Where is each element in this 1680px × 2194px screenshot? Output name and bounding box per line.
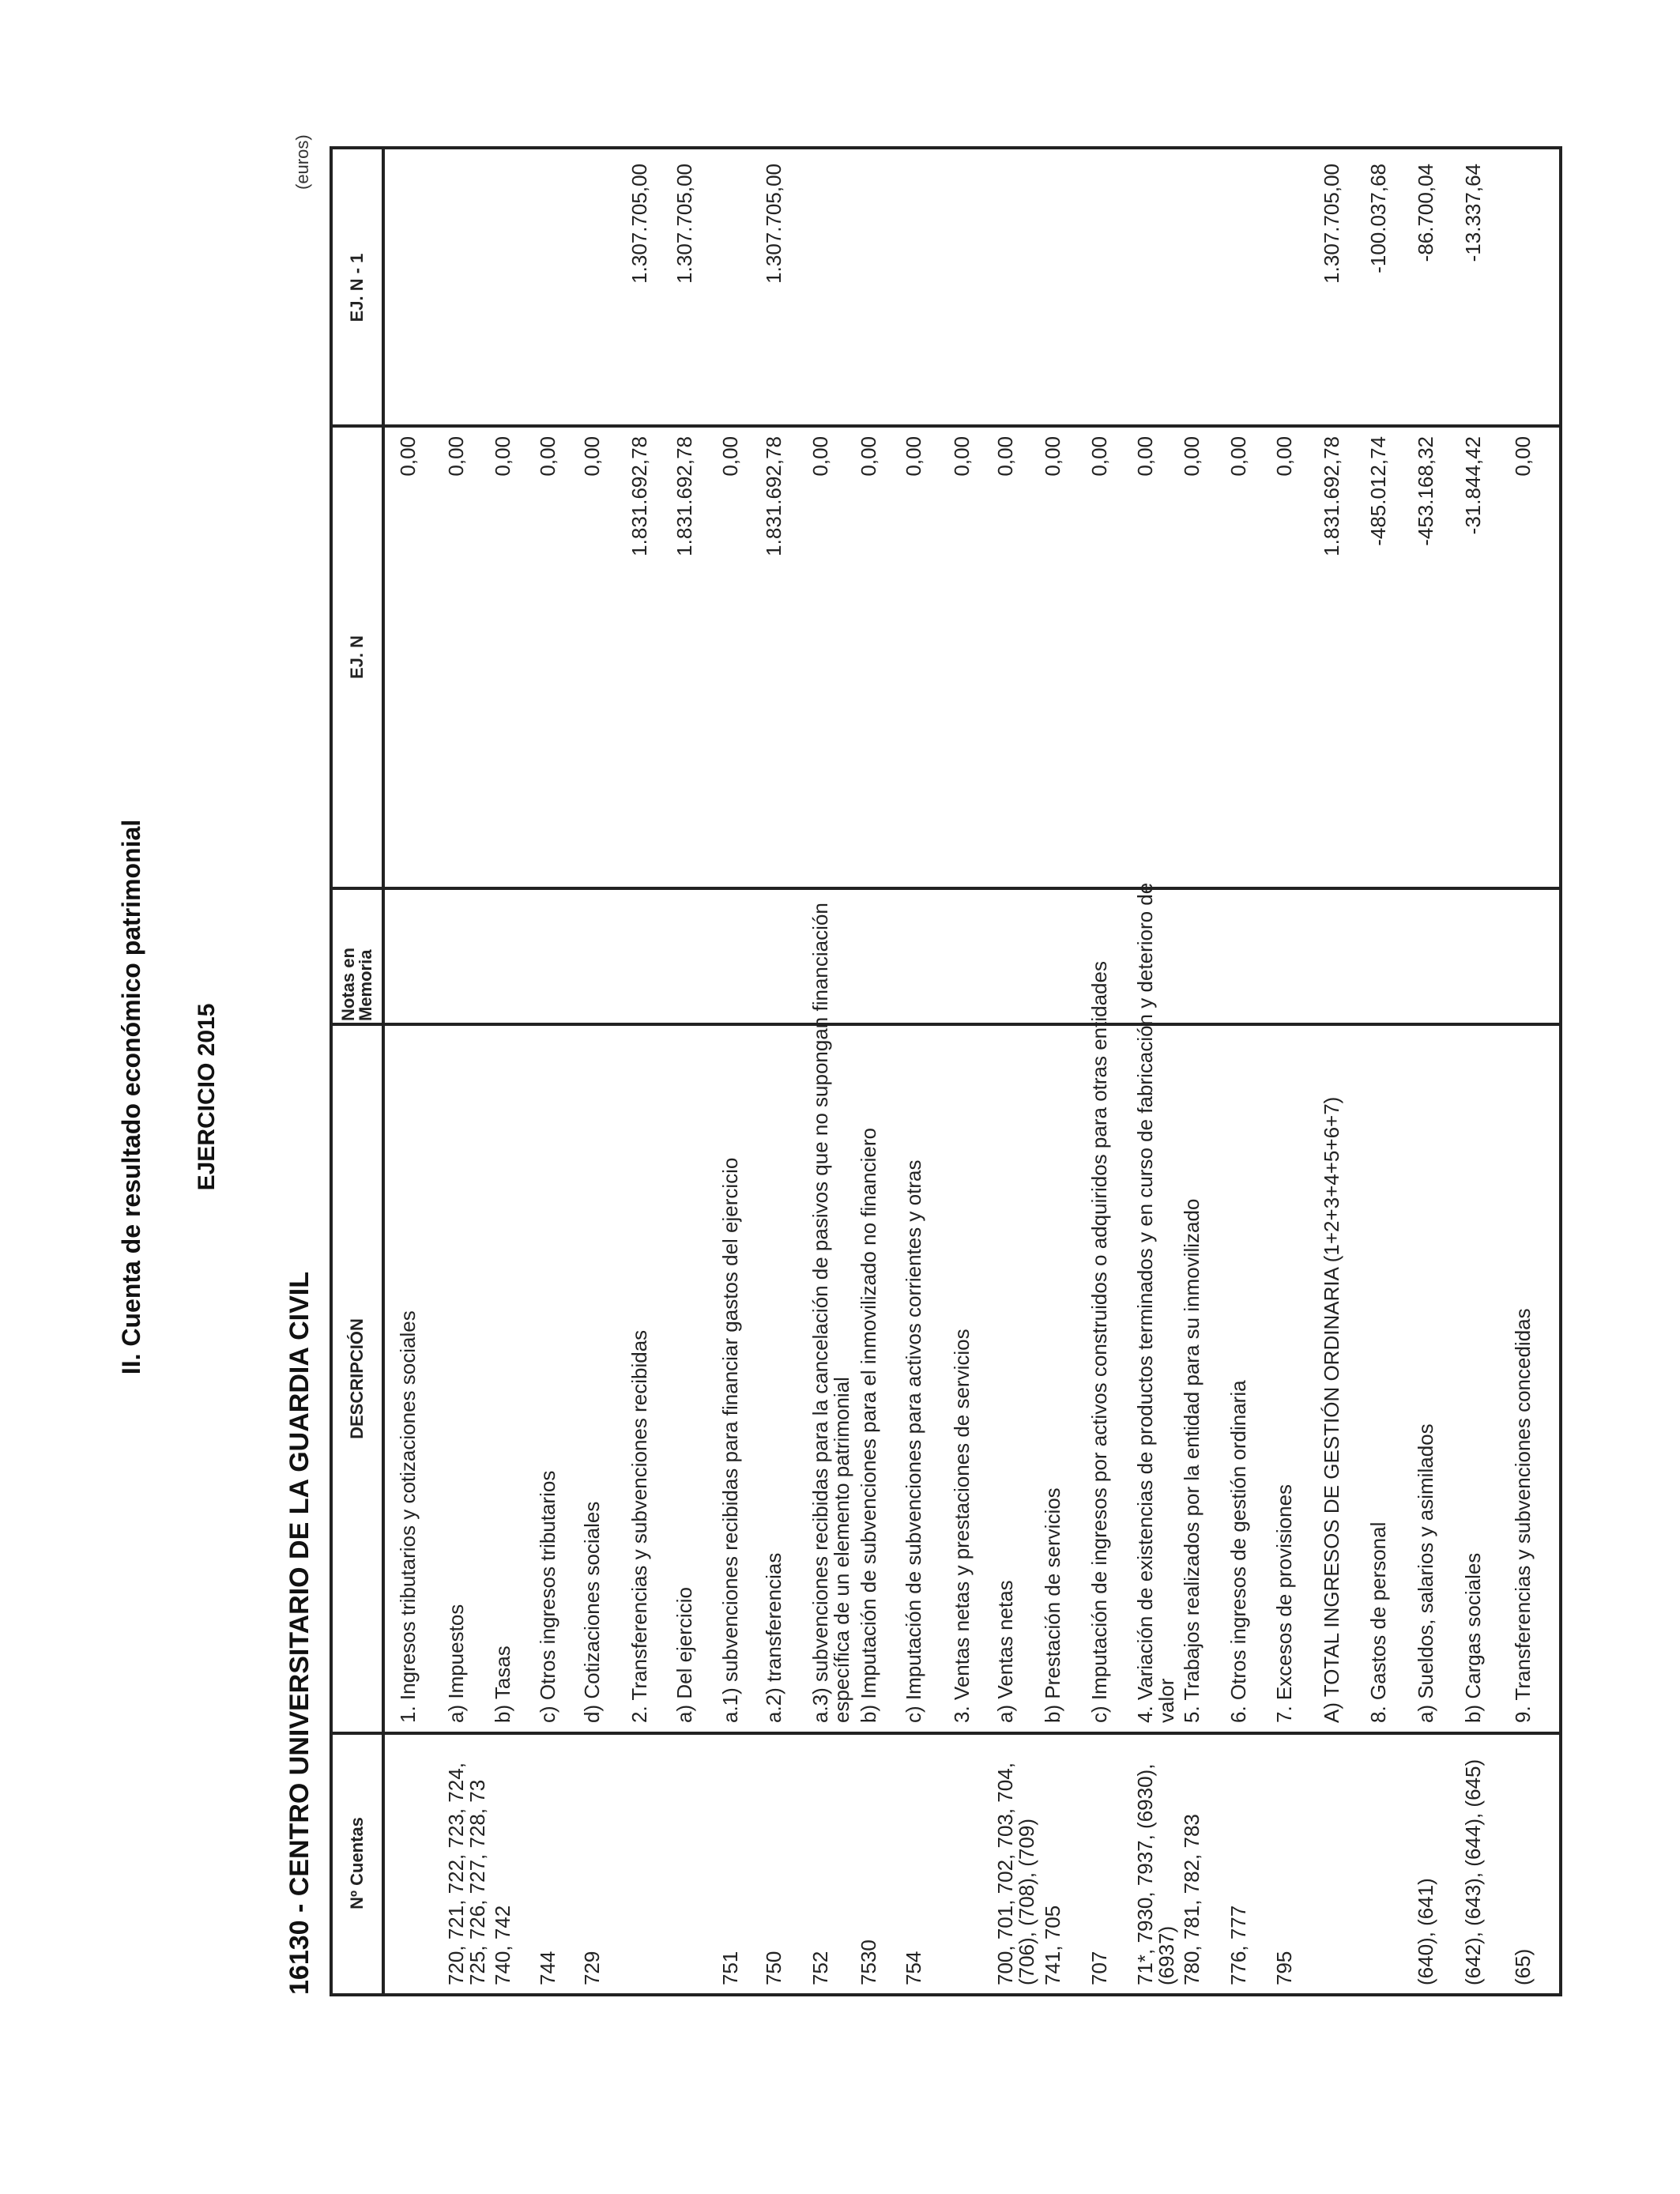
year-n1-value-cell: 1.307.705,00 (762, 164, 785, 284)
description-cell: a) Ventas netas (993, 1580, 1017, 1723)
description-cell: b) Cargas sociales (1461, 1552, 1485, 1723)
description-cell: a) Del ejercicio (672, 1587, 696, 1723)
year-n-value-cell: 0,00 (857, 436, 880, 477)
description-cell: 7. Excesos de provisiones (1272, 1483, 1296, 1723)
income-statement-table (330, 146, 1562, 1996)
year-n-value-cell: 0,00 (718, 436, 742, 477)
header-description: DESCRIPCIÓN (333, 1024, 385, 1733)
description-cell: a.1) subvenciones recibidas para financiar gastos del ejercicio (718, 1157, 742, 1723)
account-codes-cell: 729 (580, 1951, 604, 1985)
account-codes-cell: (640), (641) (1414, 1878, 1437, 1985)
year-n-value-cell: 0,00 (1226, 436, 1250, 477)
description-cell: 8. Gastos de personal (1366, 1521, 1390, 1723)
account-codes-cell: 700, 701, 702, 703, 704, (706), (708), (709) (993, 1762, 1038, 1985)
description-cell: a) Sueldos, salarios y asimilados (1414, 1423, 1437, 1723)
header-year-n: EJ. N (333, 426, 385, 888)
year-n1-value-cell: -13.337,64 (1461, 164, 1485, 262)
year-n-value-cell: 1.831.692,78 (627, 436, 651, 556)
description-cell: c) Imputación de ingresos por activos construidos o adquiridos para otras entidades (1087, 961, 1111, 1723)
year-n-value-cell: -453.168,32 (1414, 436, 1437, 546)
year-n-value-cell: 0,00 (1041, 436, 1064, 477)
account-codes-cell: 752 (808, 1951, 832, 1985)
year-n-value-cell: 0,00 (536, 436, 559, 477)
year-n-value-cell: 0,00 (444, 436, 468, 477)
account-codes-cell: (65) (1511, 1948, 1535, 1985)
year-n-value-cell: 0,00 (950, 436, 974, 477)
account-codes-cell: 780, 781, 782, 783 (1180, 1814, 1203, 1985)
account-codes-cell: 740, 742 (491, 1905, 514, 1985)
year-n-value-cell: 1.831.692,78 (1320, 436, 1343, 556)
description-cell: 1. Ingresos tributarios y cotizaciones sociales (396, 1310, 420, 1723)
document-title: II. Cuenta de resultado económico patrimonial (117, 819, 145, 1375)
description-cell: 4. Variación de existencias de productos terminados y en curso de fabricación y deterioro de valor (1133, 882, 1178, 1723)
fiscal-year-title: EJERCICIO 2015 (194, 1003, 220, 1191)
description-cell: 2. Transferencias y subvenciones recibidas (627, 1329, 651, 1723)
description-cell: 9. Transferencias y subvenciones concedidas (1511, 1308, 1535, 1723)
account-codes-cell: 741, 705 (1041, 1905, 1064, 1985)
header-notes: Notas en Memoria (333, 888, 385, 1024)
description-cell: 3. Ventas netas y prestaciones de servicios (950, 1329, 974, 1723)
description-cell: b) Imputación de subvenciones para el inmovilizado no financiero (857, 1128, 880, 1723)
year-n-value-cell: 0,00 (580, 436, 604, 477)
account-codes-cell: 750 (762, 1951, 785, 1985)
header-year-n1: EJ. N - 1 (333, 149, 385, 426)
account-codes-cell: 707 (1087, 1951, 1111, 1985)
description-cell: 6. Otros ingresos de gestión ordinaria (1226, 1380, 1250, 1723)
description-cell: a.2) transferencias (762, 1552, 785, 1723)
account-codes-cell: 751 (718, 1951, 742, 1985)
year-n-value-cell: 0,00 (1272, 436, 1296, 477)
header-accounts: Nº Cuentas (333, 1733, 385, 1993)
year-n-value-cell: 0,00 (993, 436, 1017, 477)
year-n-value-cell: 1.831.692,78 (672, 436, 696, 556)
entity-name: 16130 - CENTRO UNIVERSITARIO DE LA GUARDIA CIVIL (284, 1272, 315, 1995)
description-cell: c) Imputación de subvenciones para activos corrientes y otras (902, 1159, 925, 1723)
description-cell: b) Prestación de servicios (1041, 1487, 1064, 1723)
year-n-value-cell: 0,00 (808, 436, 832, 477)
year-n-value-cell: 1.831.692,78 (762, 436, 785, 556)
description-cell: c) Otros ingresos tributarios (536, 1470, 559, 1723)
description-cell: b) Tasas (491, 1646, 514, 1723)
year-n-value-cell: -485.012,74 (1366, 436, 1390, 546)
year-n-value-cell: -31.844,42 (1461, 436, 1485, 535)
description-cell: A) TOTAL INGRESOS DE GESTIÓN ORDINARIA (1+2+3+4+5+6+7) (1320, 1096, 1343, 1723)
description-cell: 5. Trabajos realizados por la entidad para su inmovilizado (1180, 1198, 1203, 1723)
account-codes-cell: (642), (643), (644), (645) (1461, 1759, 1485, 1985)
account-codes-cell: 754 (902, 1951, 925, 1985)
year-n1-value-cell: 1.307.705,00 (1320, 164, 1343, 284)
description-cell: a) Impuestos (444, 1604, 468, 1723)
column-divider (333, 1732, 1559, 1735)
description-cell: d) Cotizaciones sociales (580, 1501, 604, 1723)
year-n1-value-cell: 1.307.705,00 (672, 164, 696, 284)
year-n-value-cell: 0,00 (1511, 436, 1535, 477)
year-n1-value-cell: -86.700,04 (1414, 164, 1437, 262)
year-n-value-cell: 0,00 (491, 436, 514, 477)
year-n-value-cell: 0,00 (902, 436, 925, 477)
year-n-value-cell: 0,00 (1133, 436, 1157, 477)
description-cell: a.3) subvenciones recibidas para la cancelación de pasivos que no supongan financiación específica de un elemento patrimonial (808, 903, 853, 1723)
currency-label: (euros) (292, 134, 312, 190)
account-codes-cell: 795 (1272, 1951, 1296, 1985)
year-n1-value-cell: 1.307.705,00 (627, 164, 651, 284)
account-codes-cell: 744 (536, 1951, 559, 1985)
year-n-value-cell: 0,00 (1180, 436, 1203, 477)
account-codes-cell: 7530 (857, 1940, 880, 1985)
year-n1-value-cell: -100.037,68 (1366, 164, 1390, 273)
account-codes-cell: 776, 777 (1226, 1905, 1250, 1985)
year-n-value-cell: 0,00 (1087, 436, 1111, 477)
year-n-value-cell: 0,00 (396, 436, 420, 477)
account-codes-cell: 71*, 7930, 7937, (6930), (6937) (1133, 1763, 1178, 1985)
account-codes-cell: 720, 721, 722, 723, 724, 725, 726, 727, 728, 73 (444, 1762, 489, 1985)
